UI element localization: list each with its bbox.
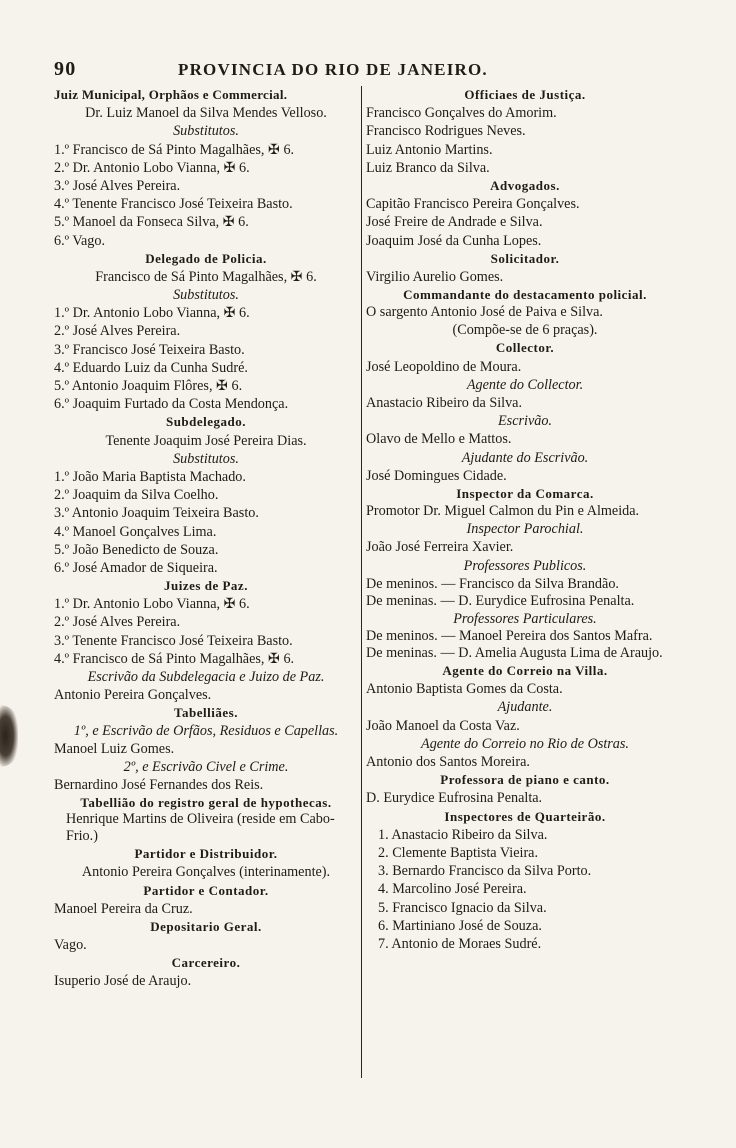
entry-line: Tenente Joaquim José Pereira Dias. xyxy=(105,432,307,449)
entry-line: 7. Antonio de Moraes Sudré. xyxy=(378,935,542,952)
section-heading: Solicitador. xyxy=(490,250,560,266)
section-heading: Collector. xyxy=(495,340,555,356)
entry-line: Henrique Martins de Oliveira (reside em Cabo-Frio.) xyxy=(66,811,335,845)
entry-line: Francisco Rodrigues Neves. xyxy=(366,123,526,140)
entry-line: Antonio Pereira Gonçalves (interinamente). xyxy=(81,864,331,881)
entry-line: Antonio Baptista Gomes da Costa. xyxy=(366,681,563,698)
entry-line: 5.º Manoel da Fonseca Silva, ✠ 6. xyxy=(54,214,249,231)
entry-line: (Compõe-se de 6 praças). xyxy=(452,322,598,339)
entry-line: De meninas. — D. Eurydice Eufrosina Penalta. xyxy=(366,592,635,609)
right-column xyxy=(366,86,684,953)
page-header xyxy=(54,58,556,80)
entry-line: De meninos. — Manoel Pereira dos Santos Mafra. xyxy=(366,628,653,645)
subheading: Substitutos. xyxy=(173,123,239,140)
entry-line: 5.º João Benedicto de Souza. xyxy=(54,541,219,558)
entry-line: 6. Martiniano José de Souza. xyxy=(378,917,542,934)
entry-line: 3. Bernardo Francisco da Silva Porto. xyxy=(378,863,592,880)
entry-line: 1.º Dr. Antonio Lobo Vianna, ✠ 6. xyxy=(54,596,250,613)
entry-line: 2.º José Alves Pereira. xyxy=(54,614,181,631)
entry-line: José Domingues Cidade. xyxy=(366,467,507,484)
entry-line: De meninas. — D. Amelia Augusta Lima de Araujo. xyxy=(366,645,663,662)
entry-line: Antonio Pereira Gonçalves. xyxy=(54,687,212,704)
entry-line: D. Eurydice Eufrosina Penalta. xyxy=(366,790,543,807)
subheading: Escrivão. xyxy=(498,413,552,430)
subheading: Substitutos. xyxy=(173,287,239,304)
section-heading: Inspectores de Quarteirão. xyxy=(444,808,606,824)
entry-line: José Freire de Andrade e Silva. xyxy=(366,214,543,231)
entry-line: 4.º Tenente Francisco José Teixeira Basto. xyxy=(54,196,293,213)
page-number: 90 xyxy=(54,58,77,80)
entry-line: 4.º Manoel Gonçalves Lima. xyxy=(54,523,217,540)
section-heading: Depositario Geral. xyxy=(150,918,262,934)
entry-line: Francisco de Sá Pinto Magalhães, ✠ 6. xyxy=(95,268,317,285)
entry-line: 3.º Francisco José Teixeira Basto. xyxy=(54,341,245,358)
section-heading: Subdelegado. xyxy=(165,414,247,430)
entry-line: 4. Marcolino José Pereira. xyxy=(378,881,527,898)
entry-line: O sargento Antonio José de Paiva e Silva. xyxy=(366,304,603,321)
section-heading: Professora de piano e canto. xyxy=(440,772,610,788)
section-heading: Advogados. xyxy=(490,177,560,193)
entry-line: Luiz Branco da Silva. xyxy=(366,159,490,176)
subheading: Professores Publicos. xyxy=(463,557,587,574)
entry-line: 4.º Francisco de Sá Pinto Magalhães, ✠ 6. xyxy=(54,650,295,667)
ink-blot xyxy=(0,705,18,767)
section-heading: Partidor e Contador. xyxy=(143,882,269,898)
entry-line: De meninos. — Francisco da Silva Brandão. xyxy=(366,575,619,592)
entry-line: Vago. xyxy=(54,937,87,954)
section-heading: Tabelliães. xyxy=(174,705,238,721)
entry-line: 3.º Tenente Francisco José Teixeira Basto. xyxy=(54,632,293,649)
entry-line: Manoel Pereira da Cruz. xyxy=(54,900,193,917)
subheading: Escrivão da Subdelegacia e Juizo de Paz. xyxy=(87,669,325,685)
entry-line: 1.º Francisco de Sá Pinto Magalhães, ✠ 6. xyxy=(54,141,295,158)
section-heading: Tabellião do registro geral de hypothecas. xyxy=(80,795,332,811)
subheading: Agente do Correio no Rio de Ostras. xyxy=(421,735,629,752)
subheading: Ajudante do Escrivão. xyxy=(461,449,589,466)
entry-line: Luiz Antonio Martins. xyxy=(366,141,493,158)
entry-line: 3.º Antonio Joaquim Teixeira Basto. xyxy=(54,505,259,522)
entry-line: 3.º José Alves Pereira. xyxy=(54,177,181,194)
entry-line: 6.º Vago. xyxy=(54,232,106,249)
entry-line: Dr. Luiz Manoel da Silva Mendes Velloso. xyxy=(85,105,327,122)
subheading: Inspector Parochial. xyxy=(466,521,584,538)
subheading: Professores Particulares. xyxy=(453,610,597,627)
left-column xyxy=(54,86,358,991)
section-heading: Juiz Municipal, Orphãos e Commercial. xyxy=(54,87,288,102)
subheading: Substitutos. xyxy=(173,450,239,467)
entry-line: 1. Anastacio Ribeiro da Silva. xyxy=(378,826,548,843)
entry-line: Manoel Luiz Gomes. xyxy=(54,740,175,757)
page-title: PROVINCIA DO RIO DE JANEIRO. xyxy=(178,60,488,79)
subheading: 2º, e Escrivão Civel e Crime. xyxy=(123,758,289,775)
entry-line: Isuperio José de Araujo. xyxy=(54,973,192,990)
entry-line: Capitão Francisco Pereira Gonçalves. xyxy=(366,196,580,213)
section-heading: Partidor e Distribuidor. xyxy=(134,846,278,862)
entry-line: 6.º José Amador de Siqueira. xyxy=(54,559,218,576)
entry-line: Promotor Dr. Miguel Calmon du Pin e Almeida. xyxy=(366,503,640,520)
entry-line: 1.º João Maria Baptista Machado. xyxy=(54,468,246,485)
entry-line: 2.º José Alves Pereira. xyxy=(54,323,181,340)
subheading: Ajudante. xyxy=(497,699,553,716)
entry-line: José Leopoldino de Moura. xyxy=(366,358,522,375)
entry-line: 4.º Eduardo Luiz da Cunha Sudré. xyxy=(54,359,248,376)
entry-line: João Manoel da Costa Vaz. xyxy=(366,717,520,734)
entry-line: Francisco Gonçalves do Amorim. xyxy=(366,105,557,122)
entry-line: João José Ferreira Xavier. xyxy=(366,539,514,556)
subheading: 1º, e Escrivão de Orfãos, Residuos e Capellas. xyxy=(73,722,339,739)
section-heading: Agente do Correio na Villa. xyxy=(442,663,608,679)
section-heading: Carcereiro. xyxy=(171,955,241,971)
section-heading: Officiaes de Justiça. xyxy=(464,87,586,102)
section-heading: Juizes de Paz. xyxy=(164,578,248,594)
entry-line: 2.º Dr. Antonio Lobo Vianna, ✠ 6. xyxy=(54,159,250,176)
section-heading: Commandante do destacamento policial. xyxy=(403,287,647,303)
entry-line: 5.º Antonio Joaquim Flôres, ✠ 6. xyxy=(54,378,243,394)
entry-line: 2.º Joaquim da Silva Coelho. xyxy=(54,487,219,504)
entry-line: Virgilio Aurelio Gomes. xyxy=(366,268,504,285)
entry-line: Anastacio Ribeiro da Silva. xyxy=(366,395,523,411)
section-heading: Inspector da Comarca. xyxy=(456,485,594,501)
column-divider xyxy=(361,86,362,1078)
entry-line: Olavo de Mello e Mattos. xyxy=(366,431,512,448)
entry-line: 5. Francisco Ignacio da Silva. xyxy=(378,899,547,916)
entry-line: Joaquim José da Cunha Lopes. xyxy=(366,232,542,249)
subheading: Agente do Collector. xyxy=(466,376,584,393)
entry-line: 2. Clemente Baptista Vieira. xyxy=(378,844,539,861)
entry-line: 1.º Dr. Antonio Lobo Vianna, ✠ 6. xyxy=(54,305,250,322)
entry-line: 6.º Joaquim Furtado da Costa Mendonça. xyxy=(54,396,289,413)
entry-line: Antonio dos Santos Moreira. xyxy=(366,754,530,770)
entry-line: Bernardino José Fernandes dos Reis. xyxy=(54,776,264,793)
section-heading: Delegado de Policia. xyxy=(145,250,267,266)
